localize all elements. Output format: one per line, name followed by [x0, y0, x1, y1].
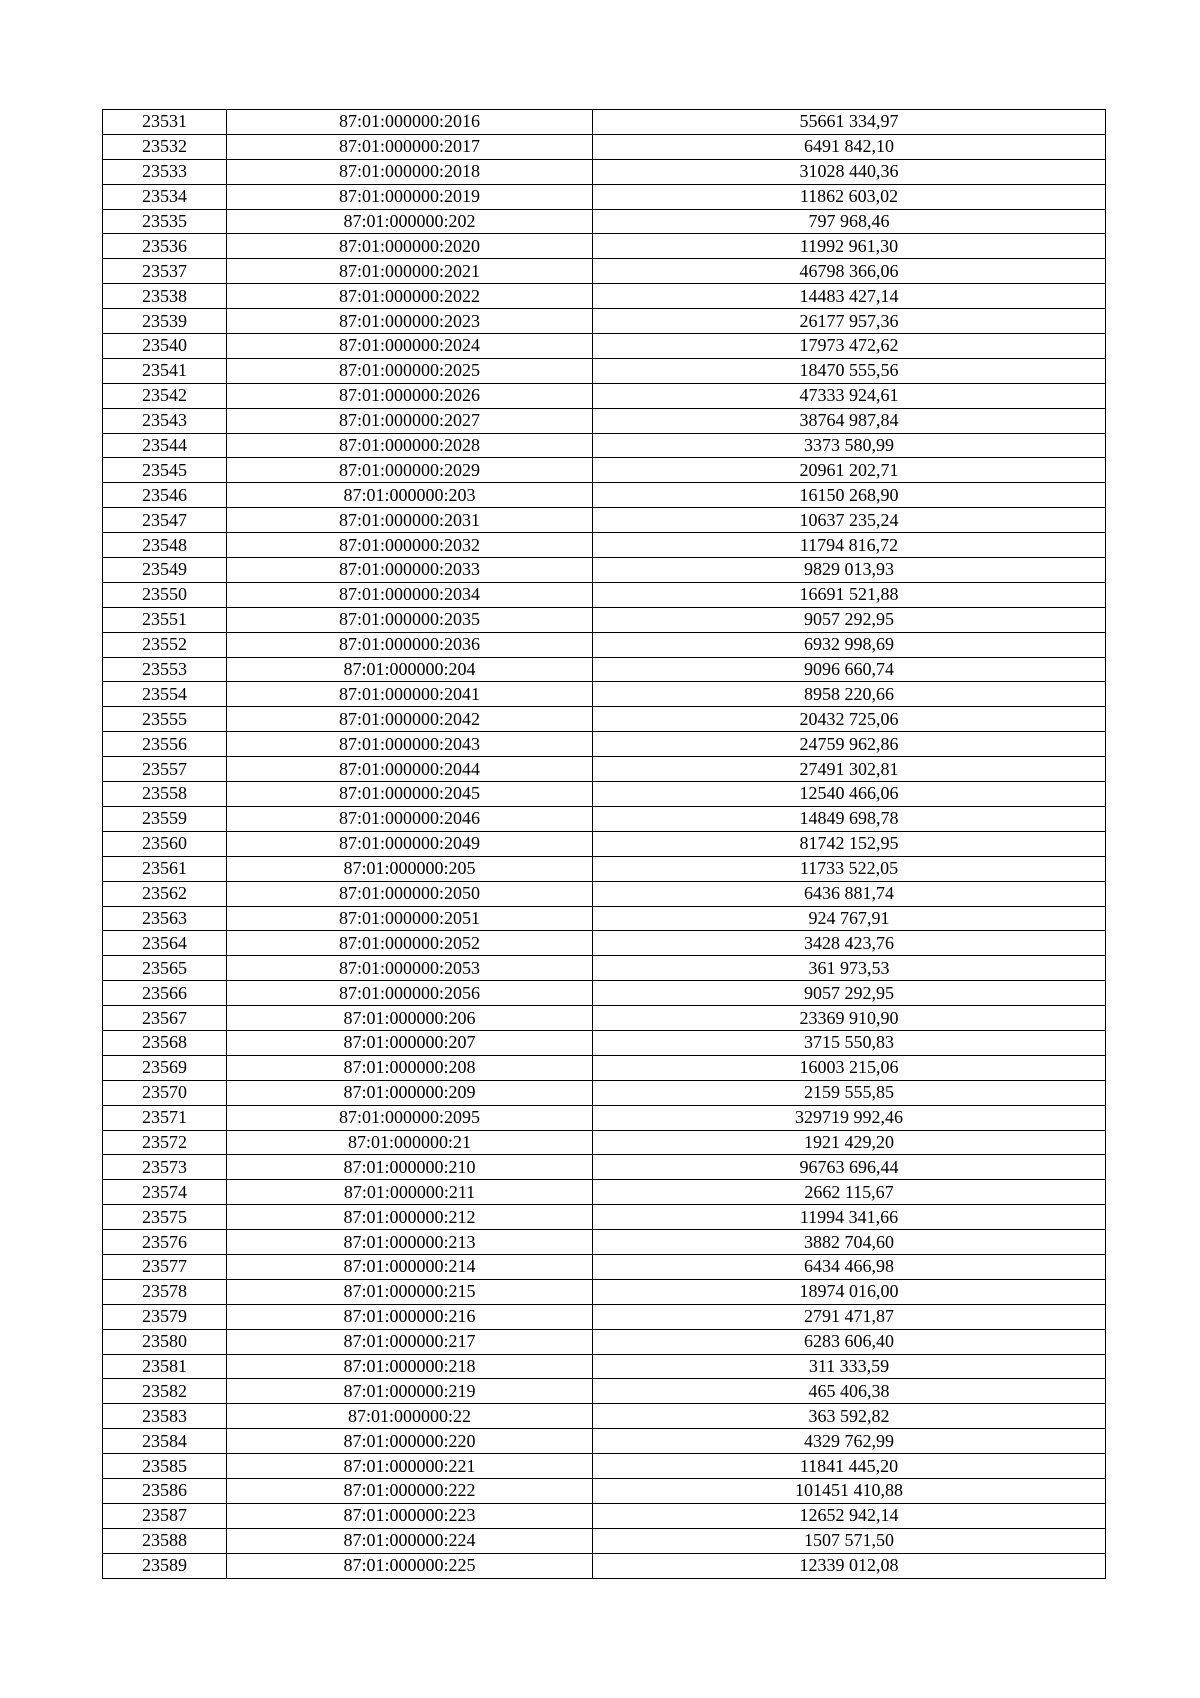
table-row [103, 110, 1106, 135]
table-row [103, 433, 1106, 458]
row-number-cell: 23589 [103, 1553, 227, 1578]
table-row [103, 856, 1106, 881]
table-row [103, 209, 1106, 234]
row-number-cell: 23566 [103, 981, 227, 1006]
cadastral-value-cell: 6434 466,98 [593, 1254, 1106, 1279]
cadastral-value-cell: 12540 466,06 [593, 782, 1106, 807]
cadastral-value-cell: 9057 292,95 [593, 981, 1106, 1006]
cadastral-value-cell: 18974 016,00 [593, 1279, 1106, 1304]
cadastral-number-cell: 87:01:000000:224 [227, 1528, 593, 1553]
cadastral-number-cell: 87:01:000000:203 [227, 483, 593, 508]
table-row [103, 1329, 1106, 1354]
cadastral-value-cell: 81742 152,95 [593, 831, 1106, 856]
row-number-cell: 23552 [103, 632, 227, 657]
table-row [103, 1279, 1106, 1304]
cadastral-value-cell: 31028 440,36 [593, 159, 1106, 184]
cadastral-value-cell: 924 767,91 [593, 906, 1106, 931]
row-number-cell: 23559 [103, 806, 227, 831]
cadastral-value-cell: 11862 603,02 [593, 184, 1106, 209]
cadastral-number-cell: 87:01:000000:2053 [227, 956, 593, 981]
table-row [103, 284, 1106, 309]
row-number-cell: 23588 [103, 1528, 227, 1553]
cadastral-value-cell: 11992 961,30 [593, 234, 1106, 259]
row-number-cell: 23579 [103, 1304, 227, 1329]
cadastral-value-cell: 2159 555,85 [593, 1080, 1106, 1105]
row-number-cell: 23560 [103, 831, 227, 856]
cadastral-number-cell: 87:01:000000:2021 [227, 259, 593, 284]
table-row [103, 956, 1106, 981]
row-number-cell: 23561 [103, 856, 227, 881]
row-number-cell: 23574 [103, 1180, 227, 1205]
row-number-cell: 23539 [103, 309, 227, 334]
table-row [103, 1155, 1106, 1180]
cadastral-number-cell: 87:01:000000:202 [227, 209, 593, 234]
row-number-cell: 23567 [103, 1006, 227, 1031]
cadastral-number-cell: 87:01:000000:2056 [227, 981, 593, 1006]
cadastral-number-cell: 87:01:000000:22 [227, 1404, 593, 1429]
cadastral-number-cell: 87:01:000000:221 [227, 1454, 593, 1479]
row-number-cell: 23564 [103, 931, 227, 956]
table-row [103, 1478, 1106, 1503]
row-number-cell: 23553 [103, 657, 227, 682]
cadastral-number-cell: 87:01:000000:213 [227, 1230, 593, 1255]
cadastral-value-cell: 20961 202,71 [593, 458, 1106, 483]
row-number-cell: 23580 [103, 1329, 227, 1354]
cadastral-value-cell: 6436 881,74 [593, 881, 1106, 906]
row-number-cell: 23540 [103, 334, 227, 359]
cadastral-number-cell: 87:01:000000:2032 [227, 533, 593, 558]
cadastral-number-cell: 87:01:000000:223 [227, 1503, 593, 1528]
table-row [103, 533, 1106, 558]
table-row [103, 483, 1106, 508]
cadastral-value-cell: 3715 550,83 [593, 1030, 1106, 1055]
cadastral-value-cell: 47333 924,61 [593, 383, 1106, 408]
cadastral-number-cell: 87:01:000000:218 [227, 1354, 593, 1379]
cadastral-value-cell: 3882 704,60 [593, 1230, 1106, 1255]
row-number-cell: 23577 [103, 1254, 227, 1279]
cadastral-value-cell: 361 973,53 [593, 956, 1106, 981]
cadastral-number-cell: 87:01:000000:2019 [227, 184, 593, 209]
cadastral-value-cell: 1507 571,50 [593, 1528, 1106, 1553]
cadastral-number-cell: 87:01:000000:210 [227, 1155, 593, 1180]
table-row [103, 558, 1106, 583]
table-row [103, 1553, 1106, 1578]
cadastral-value-cell: 16150 268,90 [593, 483, 1106, 508]
cadastral-value-cell: 8958 220,66 [593, 682, 1106, 707]
cadastral-number-cell: 87:01:000000:2026 [227, 383, 593, 408]
cadastral-number-cell: 87:01:000000:207 [227, 1030, 593, 1055]
cadastral-value-cell: 18470 555,56 [593, 358, 1106, 383]
cadastral-value-cell: 363 592,82 [593, 1404, 1106, 1429]
table-row [103, 831, 1106, 856]
row-number-cell: 23542 [103, 383, 227, 408]
table-row [103, 259, 1106, 284]
cadastral-number-cell: 87:01:000000:2051 [227, 906, 593, 931]
cadastral-value-cell: 2662 115,67 [593, 1180, 1106, 1205]
cadastral-value-cell: 6283 606,40 [593, 1329, 1106, 1354]
row-number-cell: 23582 [103, 1379, 227, 1404]
row-number-cell: 23549 [103, 558, 227, 583]
table-row [103, 1230, 1106, 1255]
cadastral-value-cell: 797 968,46 [593, 209, 1106, 234]
cadastral-number-cell: 87:01:000000:2042 [227, 707, 593, 732]
cadastral-value-cell: 3428 423,76 [593, 931, 1106, 956]
cadastral-value-cell: 27491 302,81 [593, 757, 1106, 782]
table-row [103, 1503, 1106, 1528]
table-row [103, 806, 1106, 831]
row-number-cell: 23546 [103, 483, 227, 508]
table-row [103, 1354, 1106, 1379]
row-number-cell: 23572 [103, 1130, 227, 1155]
cadastral-number-cell: 87:01:000000:206 [227, 1006, 593, 1031]
cadastral-number-cell: 87:01:000000:2028 [227, 433, 593, 458]
table-row [103, 1006, 1106, 1031]
cadastral-number-cell: 87:01:000000:21 [227, 1130, 593, 1155]
table-row [103, 632, 1106, 657]
cadastral-value-table [102, 109, 1106, 1579]
cadastral-number-cell: 87:01:000000:2016 [227, 110, 593, 135]
row-number-cell: 23581 [103, 1354, 227, 1379]
row-number-cell: 23538 [103, 284, 227, 309]
cadastral-value-cell: 329719 992,46 [593, 1105, 1106, 1130]
cadastral-value-cell: 4329 762,99 [593, 1429, 1106, 1454]
row-number-cell: 23532 [103, 134, 227, 159]
row-number-cell: 23545 [103, 458, 227, 483]
row-number-cell: 23557 [103, 757, 227, 782]
cadastral-number-cell: 87:01:000000:2034 [227, 582, 593, 607]
table-row [103, 1105, 1106, 1130]
table-row [103, 582, 1106, 607]
cadastral-value-cell: 6932 998,69 [593, 632, 1106, 657]
table-row [103, 134, 1106, 159]
row-number-cell: 23555 [103, 707, 227, 732]
table-row [103, 1080, 1106, 1105]
cadastral-number-cell: 87:01:000000:216 [227, 1304, 593, 1329]
cadastral-number-cell: 87:01:000000:205 [227, 856, 593, 881]
cadastral-value-cell: 10637 235,24 [593, 508, 1106, 533]
cadastral-number-cell: 87:01:000000:225 [227, 1553, 593, 1578]
table-row [103, 309, 1106, 334]
table-row [103, 1429, 1106, 1454]
table-row [103, 508, 1106, 533]
table-row [103, 1030, 1106, 1055]
table-row [103, 1379, 1106, 1404]
cadastral-number-cell: 87:01:000000:2033 [227, 558, 593, 583]
cadastral-number-cell: 87:01:000000:204 [227, 657, 593, 682]
cadastral-number-cell: 87:01:000000:2024 [227, 334, 593, 359]
row-number-cell: 23562 [103, 881, 227, 906]
cadastral-value-cell: 12652 942,14 [593, 1503, 1106, 1528]
table-row [103, 707, 1106, 732]
cadastral-value-cell: 23369 910,90 [593, 1006, 1106, 1031]
row-number-cell: 23543 [103, 408, 227, 433]
table-row [103, 358, 1106, 383]
table-row [103, 1205, 1106, 1230]
cadastral-value-cell: 311 333,59 [593, 1354, 1106, 1379]
row-number-cell: 23571 [103, 1105, 227, 1130]
cadastral-value-cell: 26177 957,36 [593, 309, 1106, 334]
cadastral-number-cell: 87:01:000000:2052 [227, 931, 593, 956]
cadastral-value-cell: 14849 698,78 [593, 806, 1106, 831]
table-row [103, 1304, 1106, 1329]
cadastral-number-cell: 87:01:000000:2025 [227, 358, 593, 383]
row-number-cell: 23558 [103, 782, 227, 807]
cadastral-number-cell: 87:01:000000:2023 [227, 309, 593, 334]
table-body [103, 110, 1106, 1579]
row-number-cell: 23533 [103, 159, 227, 184]
cadastral-number-cell: 87:01:000000:2017 [227, 134, 593, 159]
cadastral-number-cell: 87:01:000000:208 [227, 1055, 593, 1080]
row-number-cell: 23531 [103, 110, 227, 135]
table-row [103, 682, 1106, 707]
row-number-cell: 23578 [103, 1279, 227, 1304]
cadastral-value-cell: 20432 725,06 [593, 707, 1106, 732]
table-row [103, 757, 1106, 782]
row-number-cell: 23535 [103, 209, 227, 234]
row-number-cell: 23586 [103, 1478, 227, 1503]
row-number-cell: 23584 [103, 1429, 227, 1454]
table-row [103, 881, 1106, 906]
table-row [103, 1180, 1106, 1205]
table-row [103, 458, 1106, 483]
cadastral-value-cell: 2791 471,87 [593, 1304, 1106, 1329]
table-row [103, 1454, 1106, 1479]
cadastral-number-cell: 87:01:000000:2041 [227, 682, 593, 707]
cadastral-value-cell: 16003 215,06 [593, 1055, 1106, 1080]
row-number-cell: 23575 [103, 1205, 227, 1230]
cadastral-number-cell: 87:01:000000:2045 [227, 782, 593, 807]
cadastral-value-cell: 1921 429,20 [593, 1130, 1106, 1155]
table-row [103, 732, 1106, 757]
row-number-cell: 23576 [103, 1230, 227, 1255]
row-number-cell: 23537 [103, 259, 227, 284]
table-row [103, 234, 1106, 259]
row-number-cell: 23556 [103, 732, 227, 757]
row-number-cell: 23587 [103, 1503, 227, 1528]
cadastral-value-cell: 11794 816,72 [593, 533, 1106, 558]
cadastral-number-cell: 87:01:000000:2022 [227, 284, 593, 309]
table-row [103, 383, 1106, 408]
cadastral-number-cell: 87:01:000000:214 [227, 1254, 593, 1279]
cadastral-number-cell: 87:01:000000:215 [227, 1279, 593, 1304]
cadastral-number-cell: 87:01:000000:2044 [227, 757, 593, 782]
row-number-cell: 23570 [103, 1080, 227, 1105]
table-row [103, 159, 1106, 184]
row-number-cell: 23536 [103, 234, 227, 259]
row-number-cell: 23544 [103, 433, 227, 458]
row-number-cell: 23563 [103, 906, 227, 931]
row-number-cell: 23583 [103, 1404, 227, 1429]
table-row [103, 1055, 1106, 1080]
cadastral-value-cell: 465 406,38 [593, 1379, 1106, 1404]
cadastral-value-cell: 11841 445,20 [593, 1454, 1106, 1479]
row-number-cell: 23551 [103, 607, 227, 632]
cadastral-value-cell: 9057 292,95 [593, 607, 1106, 632]
table-row [103, 1130, 1106, 1155]
cadastral-value-cell: 101451 410,88 [593, 1478, 1106, 1503]
cadastral-value-cell: 55661 334,97 [593, 110, 1106, 135]
cadastral-value-cell: 17973 472,62 [593, 334, 1106, 359]
cadastral-value-cell: 38764 987,84 [593, 408, 1106, 433]
table-row [103, 184, 1106, 209]
row-number-cell: 23548 [103, 533, 227, 558]
cadastral-number-cell: 87:01:000000:219 [227, 1379, 593, 1404]
cadastral-number-cell: 87:01:000000:2050 [227, 881, 593, 906]
row-number-cell: 23585 [103, 1454, 227, 1479]
cadastral-number-cell: 87:01:000000:2027 [227, 408, 593, 433]
cadastral-value-cell: 16691 521,88 [593, 582, 1106, 607]
table-row [103, 981, 1106, 1006]
table-row [103, 906, 1106, 931]
table-row [103, 931, 1106, 956]
row-number-cell: 23541 [103, 358, 227, 383]
cadastral-value-cell: 11733 522,05 [593, 856, 1106, 881]
table-row [103, 334, 1106, 359]
row-number-cell: 23569 [103, 1055, 227, 1080]
row-number-cell: 23554 [103, 682, 227, 707]
table-row [103, 1254, 1106, 1279]
cadastral-number-cell: 87:01:000000:2049 [227, 831, 593, 856]
cadastral-number-cell: 87:01:000000:2020 [227, 234, 593, 259]
cadastral-value-cell: 24759 962,86 [593, 732, 1106, 757]
table-row [103, 1528, 1106, 1553]
cadastral-number-cell: 87:01:000000:2046 [227, 806, 593, 831]
row-number-cell: 23573 [103, 1155, 227, 1180]
row-number-cell: 23534 [103, 184, 227, 209]
cadastral-number-cell: 87:01:000000:2031 [227, 508, 593, 533]
table-row [103, 607, 1106, 632]
cadastral-number-cell: 87:01:000000:222 [227, 1478, 593, 1503]
cadastral-number-cell: 87:01:000000:2029 [227, 458, 593, 483]
cadastral-number-cell: 87:01:000000:2018 [227, 159, 593, 184]
cadastral-number-cell: 87:01:000000:2095 [227, 1105, 593, 1130]
cadastral-value-cell: 3373 580,99 [593, 433, 1106, 458]
cadastral-number-cell: 87:01:000000:212 [227, 1205, 593, 1230]
cadastral-value-cell: 46798 366,06 [593, 259, 1106, 284]
cadastral-value-cell: 9829 013,93 [593, 558, 1106, 583]
cadastral-value-cell: 6491 842,10 [593, 134, 1106, 159]
table-row [103, 1404, 1106, 1429]
cadastral-number-cell: 87:01:000000:2036 [227, 632, 593, 657]
cadastral-value-cell: 12339 012,08 [593, 1553, 1106, 1578]
cadastral-number-cell: 87:01:000000:209 [227, 1080, 593, 1105]
table-row [103, 782, 1106, 807]
table-row [103, 657, 1106, 682]
row-number-cell: 23565 [103, 956, 227, 981]
cadastral-number-cell: 87:01:000000:217 [227, 1329, 593, 1354]
cadastral-number-cell: 87:01:000000:2043 [227, 732, 593, 757]
row-number-cell: 23568 [103, 1030, 227, 1055]
cadastral-number-cell: 87:01:000000:2035 [227, 607, 593, 632]
cadastral-number-cell: 87:01:000000:211 [227, 1180, 593, 1205]
table-row [103, 408, 1106, 433]
cadastral-value-cell: 14483 427,14 [593, 284, 1106, 309]
cadastral-value-cell: 9096 660,74 [593, 657, 1106, 682]
row-number-cell: 23547 [103, 508, 227, 533]
row-number-cell: 23550 [103, 582, 227, 607]
cadastral-value-cell: 96763 696,44 [593, 1155, 1106, 1180]
cadastral-value-cell: 11994 341,66 [593, 1205, 1106, 1230]
cadastral-number-cell: 87:01:000000:220 [227, 1429, 593, 1454]
